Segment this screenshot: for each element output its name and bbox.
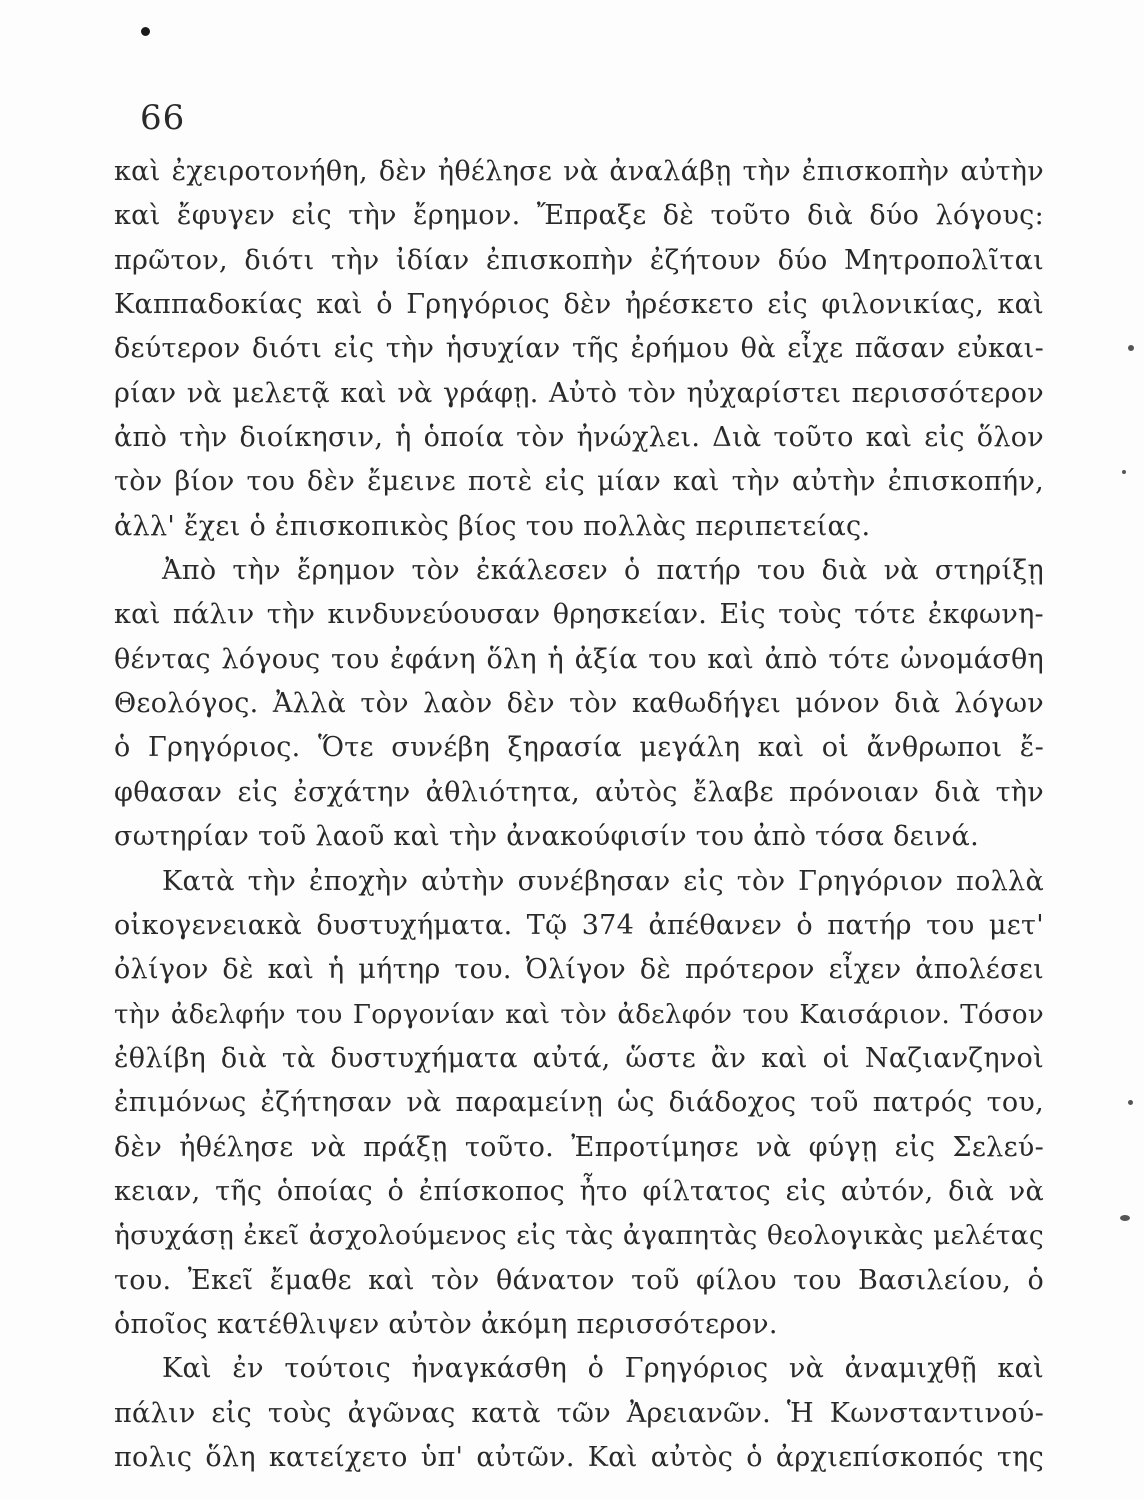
text-line: ἐθλίβη διὰ τὰ δυστυχήματα αὐτά, ὥστε ἂν καὶ οἱ Ναζιανζηνοὶ (114, 1042, 1044, 1074)
text-line: φθασαν εἰς ἐσχάτην ἀθλιότητα, αὐτὸς ἔλαβε πρόνοιαν διὰ τὴν (114, 776, 1044, 808)
page-number: 66 (140, 98, 186, 138)
text-line: τὴν ἀδελφήν του Γοργονίαν καὶ τὸν ἀδελφόν του Καισάριον. Τόσον (114, 999, 1044, 1030)
text-line: καὶ πάλιν τὴν κινδυνεύουσαν θρησκείαν. Εἰς τοὺς τότε ἐκφωνη- (114, 599, 1044, 631)
margin-speck (1128, 1100, 1133, 1105)
text-line: Καὶ ἐν τούτοις ἠναγκάσθη ὁ Γρηγόριος νὰ ἀναμιχθῇ καὶ (162, 1353, 1044, 1385)
text-line: οἰκογενειακὰ δυστυχήματα. Τῷ 374 ἀπέθανεν ὁ πατήρ του μετ' (114, 909, 1044, 941)
text-line: δεύτερον διότι εἰς τὴν ἡσυχίαν τῆς ἐρήμου θὰ εἶχε πᾶσαν εὐκαι- (114, 333, 1044, 365)
text-line: καὶ ἐχειροτονήθη, δὲν ἠθέλησε νὰ ἀναλάβῃ τὴν ἐπισκοπὴν αὐτὴν (114, 156, 1044, 187)
text-line: ὁποῖος κατέθλιψεν αὐτὸν ἀκόμη περισσότερον. (114, 1308, 778, 1340)
text-line: ἀπὸ τὴν διοίκησιν, ἡ ὁποία τὸν ἠνώχλει. Διὰ τοῦτο καὶ εἰς ὅλον (114, 422, 1044, 454)
text-line: ἐπιμόνως ἐζήτησαν νὰ παραμείνῃ ὡς διάδοχος τοῦ πατρός του, (114, 1087, 1044, 1119)
text-line: Κατὰ τὴν ἐποχὴν αὐτὴν συνέβησαν εἰς τὸν Γρηγόριον πολλὰ (162, 865, 1044, 897)
text-line: κειαν, τῆς ὁποίας ὁ ἐπίσκοπος ἦτο φίλτατος εἰς αὐτόν, διὰ νὰ (114, 1175, 1044, 1207)
text-line: ρίαν νὰ μελετᾷ καὶ νὰ γράφῃ. Αὐτὸ τὸν ηὐχαρίστει περισσότερον (114, 377, 1044, 409)
text-line: θέντας λόγους του ἐφάνη ὅλη ἡ ἀξία του καὶ ἀπὸ τότε ὠνομάσθη (114, 643, 1044, 675)
text-line: πάλιν εἰς τοὺς ἀγῶνας κατὰ τῶν Ἀρειανῶν. Ἡ Κωνσταντινού- (114, 1397, 1044, 1429)
text-line: ὀλίγον δὲ καὶ ἡ μήτηρ του. Ὀλίγον δὲ πρότερον εἶχεν ἀπολέσει (114, 954, 1044, 986)
ink-dot-mark (141, 27, 150, 36)
text-line: δὲν ἠθέλησε νὰ πράξῃ τοῦτο. Ἐπροτίμησε νὰ φύγῃ εἰς Σελεύ- (114, 1131, 1044, 1163)
text-line: τὸν βίον του δὲν ἔμεινε ποτὲ εἰς μίαν καὶ τὴν αὐτὴν ἐπισκοπήν, (114, 466, 1044, 498)
text-line: πολις ὅλη κατείχετο ὑπ' αὐτῶν. Καὶ αὐτὸς ὁ ἀρχιεπίσκοπός της (114, 1441, 1044, 1473)
margin-speck (1122, 470, 1126, 474)
text-line: ὁ Γρηγόριος. Ὅτε συνέβη ξηρασία μεγάλη καὶ οἱ ἄνθρωποι ἔ- (114, 732, 1044, 764)
text-line: πρῶτον, διότι τὴν ἰδίαν ἐπισκοπὴν ἐζήτουν δύο Μητροπολῖται (114, 244, 1044, 276)
text-line: του. Ἐκεῖ ἔμαθε καὶ τὸν θάνατον τοῦ φίλου του Βασιλείου, ὁ (114, 1264, 1044, 1296)
text-line: καὶ ἔφυγεν εἰς τὴν ἔρημον. Ἔπραξε δὲ τοῦτο διὰ δύο λόγους: (114, 200, 1044, 232)
text-line: Καππαδοκίας καὶ ὁ Γρηγόριος δὲν ἠρέσκετο εἰς φιλονικίας, καὶ (114, 289, 1044, 321)
text-line: Ἀπὸ τὴν ἔρημον τὸν ἐκάλεσεν ὁ πατήρ του διὰ νὰ στηρίξῃ (162, 555, 1044, 587)
text-line: σωτηρίαν τοῦ λαοῦ καὶ τὴν ἀνακούφισίν του ἀπὸ τόσα δεινά. (114, 821, 979, 853)
body-text (114, 150, 1044, 1480)
text-line: ἀλλ' ἔχει ὁ ἐπισκοπικὸς βίος του πολλὰς περιπετείας. (114, 510, 871, 542)
text-line: Θεολόγος. Ἀλλὰ τὸν λαὸν δὲν τὸν καθωδήγει μόνον διὰ λόγων (114, 688, 1044, 720)
text-line: ἡσυχάσῃ ἐκεῖ ἀσχολούμενος εἰς τὰς ἀγαπητὰς θεολογικὰς μελέτας (114, 1220, 1044, 1252)
margin-speck (1128, 345, 1134, 351)
margin-speck (1120, 1215, 1130, 1221)
